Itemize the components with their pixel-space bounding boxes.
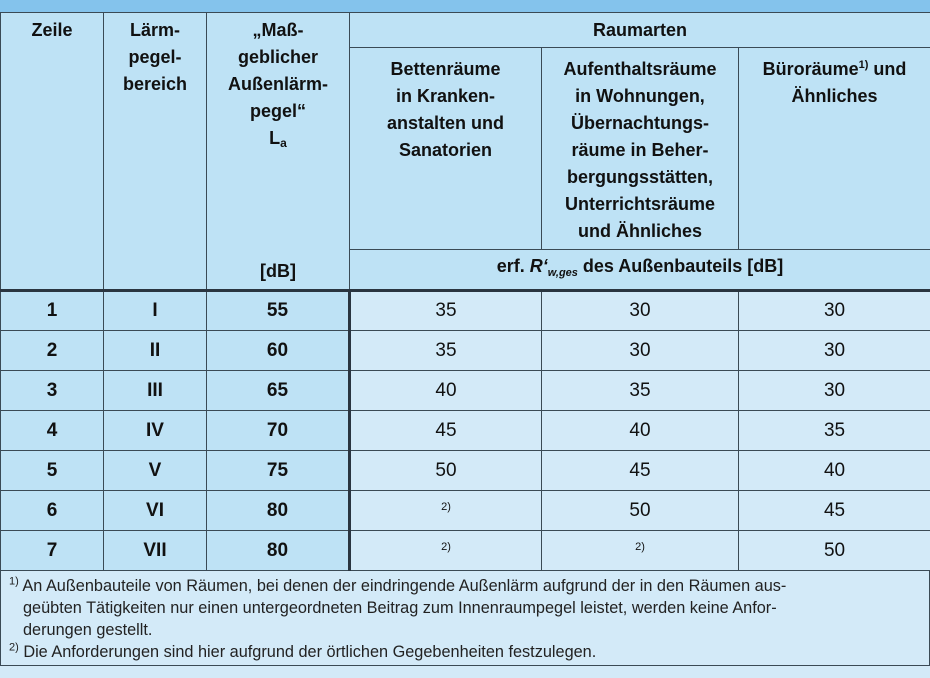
cell-zeile: 2 <box>1 331 104 371</box>
header-line: anstalten und <box>386 113 504 133</box>
cell-buero: 30 <box>739 291 930 331</box>
requirement-suffix: des Außenbauteils [dB] <box>577 255 784 276</box>
footnote-ref-2: 2) <box>635 540 645 553</box>
raumarten-label: Raumarten <box>592 20 688 40</box>
table-row <box>1 451 930 491</box>
footnote-marker: 2) <box>9 641 19 654</box>
header-raumarten <box>350 13 930 48</box>
header-line: Aufenthaltsräume <box>563 59 717 79</box>
cell-aufenthalt: 50 <box>542 491 739 531</box>
cell-buero: 35 <box>739 411 930 451</box>
cell-buero: 30 <box>739 371 930 411</box>
cell-aufenthalt: 30 <box>542 291 739 331</box>
header-line: und Ähnliches <box>577 221 702 241</box>
header-line: in Kranken- <box>395 86 496 106</box>
header-line: geblicher <box>237 47 319 67</box>
requirement-subscript: w,ges <box>547 266 578 279</box>
header-line: Ähnliches <box>791 86 878 106</box>
la-subscript: a <box>280 136 287 150</box>
cell-aufenthalt: 45 <box>542 451 739 491</box>
cell-betten: 50 <box>350 451 542 491</box>
cell-buero: 40 <box>739 451 930 491</box>
cell-bereich: IV <box>104 411 207 451</box>
cell-buero: 45 <box>739 491 930 531</box>
header-line: Außenlärm- <box>227 74 328 94</box>
cell-aufenthalt: 40 <box>542 411 739 451</box>
header-bueroraeume <box>739 48 930 250</box>
header-zeile <box>1 13 104 291</box>
top-color-band <box>0 0 930 12</box>
header-line <box>739 56 930 83</box>
table-row <box>1 331 930 371</box>
cell-zeile: 5 <box>1 451 104 491</box>
sound-insulation-table <box>0 12 930 571</box>
table-row <box>1 411 930 451</box>
table-row <box>1 491 930 531</box>
cell-la: 65 <box>207 371 350 411</box>
table-row <box>1 531 930 571</box>
bueroraeume-und: und <box>868 59 907 79</box>
header-line: Bettenräume <box>390 59 501 79</box>
cell-la: 55 <box>207 291 350 331</box>
cell-la: 70 <box>207 411 350 451</box>
la-unit: [dB] <box>260 261 296 281</box>
cell-la: 80 <box>207 531 350 571</box>
cell-buero: 30 <box>739 331 930 371</box>
header-requirement <box>350 250 930 291</box>
footnote-ref-2: 2) <box>441 500 451 513</box>
table-row <box>1 371 930 411</box>
header-bettenraeume <box>350 48 542 250</box>
cell-aufenthalt <box>542 531 739 571</box>
cell-aufenthalt: 35 <box>542 371 739 411</box>
header-line: „Maß- <box>252 20 304 40</box>
header-zeile-label: Zeile <box>31 20 73 40</box>
header-line: räume in Beher- <box>571 140 709 160</box>
cell-betten: 40 <box>350 371 542 411</box>
cell-betten <box>350 491 542 531</box>
footnote-ref-2: 2) <box>441 540 451 553</box>
cell-zeile: 7 <box>1 531 104 571</box>
table-row <box>1 291 930 331</box>
requirement-prefix: erf. <box>496 255 530 276</box>
header-line: Lärm- <box>129 20 180 40</box>
header-line: in Wohnungen, <box>575 86 705 106</box>
cell-la: 60 <box>207 331 350 371</box>
header-laermpegelbereich <box>104 13 207 291</box>
header-massgeblicher-aussenlaermpegel <box>207 13 350 291</box>
header-aufenthaltsraeume <box>542 48 739 250</box>
footnote-ref-1: 1) <box>858 59 869 71</box>
header-line: bereich <box>122 74 188 94</box>
cell-aufenthalt: 30 <box>542 331 739 371</box>
footnote-1 <box>9 575 921 597</box>
requirement-symbol: R‘ <box>529 255 548 276</box>
footnote-line: An Außenbauteile von Räumen, bei denen der eindringende Außenlärm aufgrund der in den Räumen aus- <box>22 577 787 595</box>
footnote-marker: 1) <box>9 575 19 588</box>
cell-la: 80 <box>207 491 350 531</box>
cell-buero: 50 <box>739 531 930 571</box>
cell-betten: 45 <box>350 411 542 451</box>
cell-bereich: V <box>104 451 207 491</box>
cell-zeile: 4 <box>1 411 104 451</box>
header-line: Sanatorien <box>398 140 493 160</box>
header-line: pegel- <box>128 47 182 67</box>
footnote-line: geübten Tätigkeiten nur einen untergeordneten Beitrag zum Innenraumpegel leistet, werden keine Anfor- <box>23 599 777 617</box>
header-line: Übernachtungs- <box>570 113 709 133</box>
cell-betten <box>350 531 542 571</box>
cell-zeile: 3 <box>1 371 104 411</box>
footnote-line: Die Anforderungen sind hier aufgrund der örtlichen Gegebenheiten festzulegen. <box>23 643 597 661</box>
cell-bereich: VII <box>104 531 207 571</box>
bueroraeume-text: Büroräume <box>762 59 859 79</box>
cell-bereich: I <box>104 291 207 331</box>
cell-betten: 35 <box>350 331 542 371</box>
cell-la: 75 <box>207 451 350 491</box>
header-line: bergungsstätten, <box>566 167 713 187</box>
cell-zeile: 1 <box>1 291 104 331</box>
header-line: pegel“ <box>249 101 306 121</box>
footnotes <box>0 571 930 666</box>
cell-betten: 35 <box>350 291 542 331</box>
la-symbol <box>207 125 349 157</box>
cell-bereich: II <box>104 331 207 371</box>
footnote-line: derungen gestellt. <box>23 621 153 639</box>
cell-bereich: VI <box>104 491 207 531</box>
cell-bereich: III <box>104 371 207 411</box>
footnote-2 <box>9 641 921 663</box>
cell-zeile: 6 <box>1 491 104 531</box>
la-letter: L <box>269 128 281 148</box>
header-line: Unterrichtsräume <box>564 194 716 214</box>
